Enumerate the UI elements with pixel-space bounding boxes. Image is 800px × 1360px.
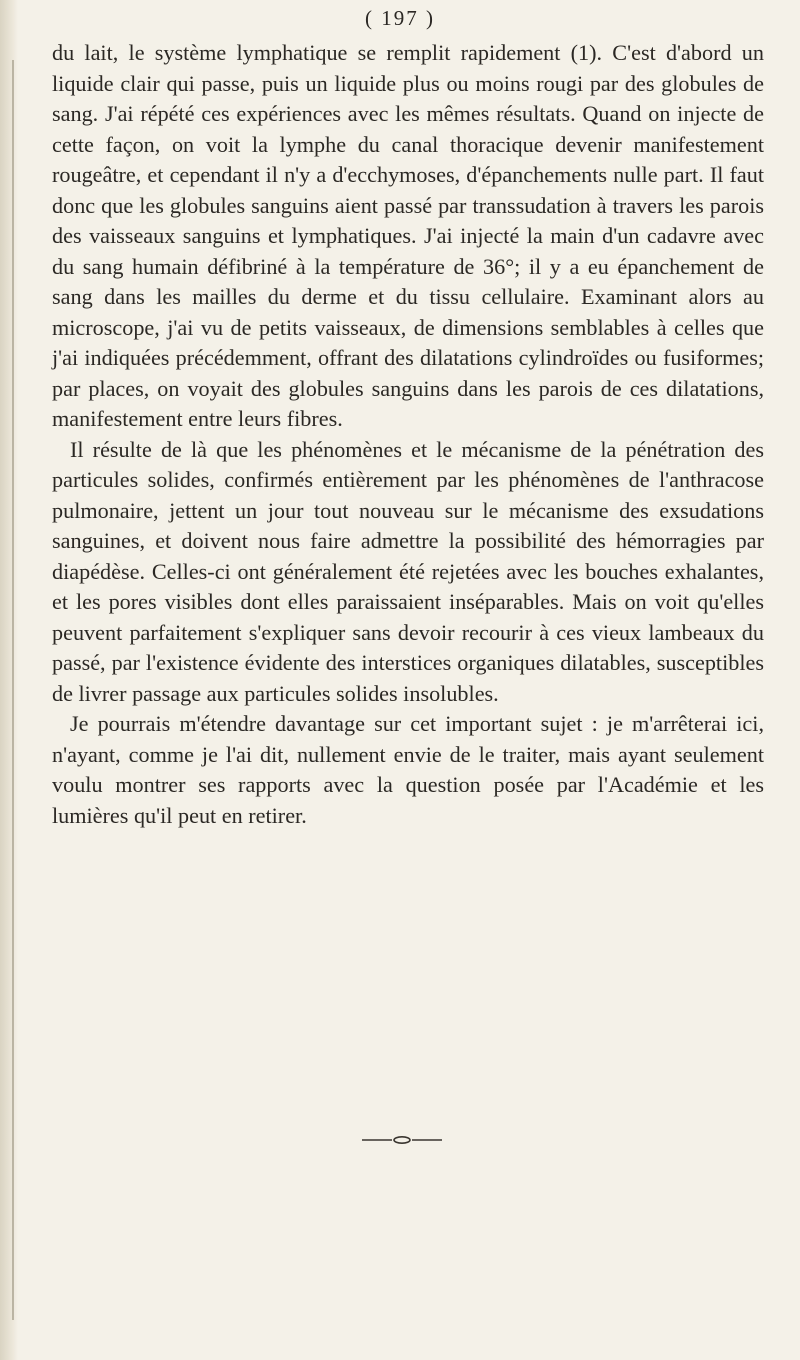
binding-edge-line xyxy=(12,60,14,1320)
paragraph-1: du lait, le système lymphatique se remplit rapidement (1). C'est d'abord un liquide clair qui passe, puis un liquide plus ou moins rougi par des globules de sang. J'ai répété ces expériences avec les mêmes résultats. Quand on injecte de cette façon, on voit la lymphe du canal thoracique devenir manifestement rougeâtre, et cependant il n'y a d'ecchymoses, d'épanchements nulle part. Il faut donc que les globules sanguins aient passé par transsudation à travers les parois des vaisseaux sanguins et lymphatiques. J'ai injecté la main d'un cadavre avec du sang humain défibriné à la température de 36°; il y a eu épanchement de sang dans les mailles du derme et du tissu cellulaire. Examinant alors au microscope, j'ai vu de petits vaisseaux, de dimensions semblables à celles que j'ai indiquées précédemment, offrant des dilatations cylindroïdes ou fusiformes; par places, on voyait des globules sanguins dans les parois de ces dilatations, manifestement entre leurs fibres. xyxy=(52,40,764,431)
paragraph-3: Je pourrais m'étendre davantage sur cet important sujet : je m'arrêterai ici, n'ayant, comme je l'ai dit, nullement envie de le traiter, mais ayant seulement voulu montrer ses rapports avec la question posée par l'Académie et les lumières qu'il peut en retirer. xyxy=(52,711,764,828)
end-ornament-icon xyxy=(362,1136,442,1144)
paragraph-2: Il résulte de là que les phénomènes et le mécanisme de la pénétration des particules solides, confirmés entièrement par les phénomènes de l'anthracose pulmonaire, jettent un jour tout nouveau sur le mécanisme des exsudations sanguines, et doivent nous faire admettre la possibilité des hémorragies par diapédèse. Celles-ci ont généralement été rejetées avec les bouches exhalantes, et les pores visibles dont elles paraissaient inséparables. Mais on voit qu'elles peuvent parfaitement s'expliquer sans devoir recourir à ces vieux lambeaux du passé, par l'existence évidente des interstices organiques dilatables, susceptibles de livrer passage aux particules solides insolubles. xyxy=(52,436,764,706)
page-spine-shadow xyxy=(0,0,18,1360)
body-text xyxy=(52,38,764,831)
page-number: ( 197 ) xyxy=(365,6,435,30)
